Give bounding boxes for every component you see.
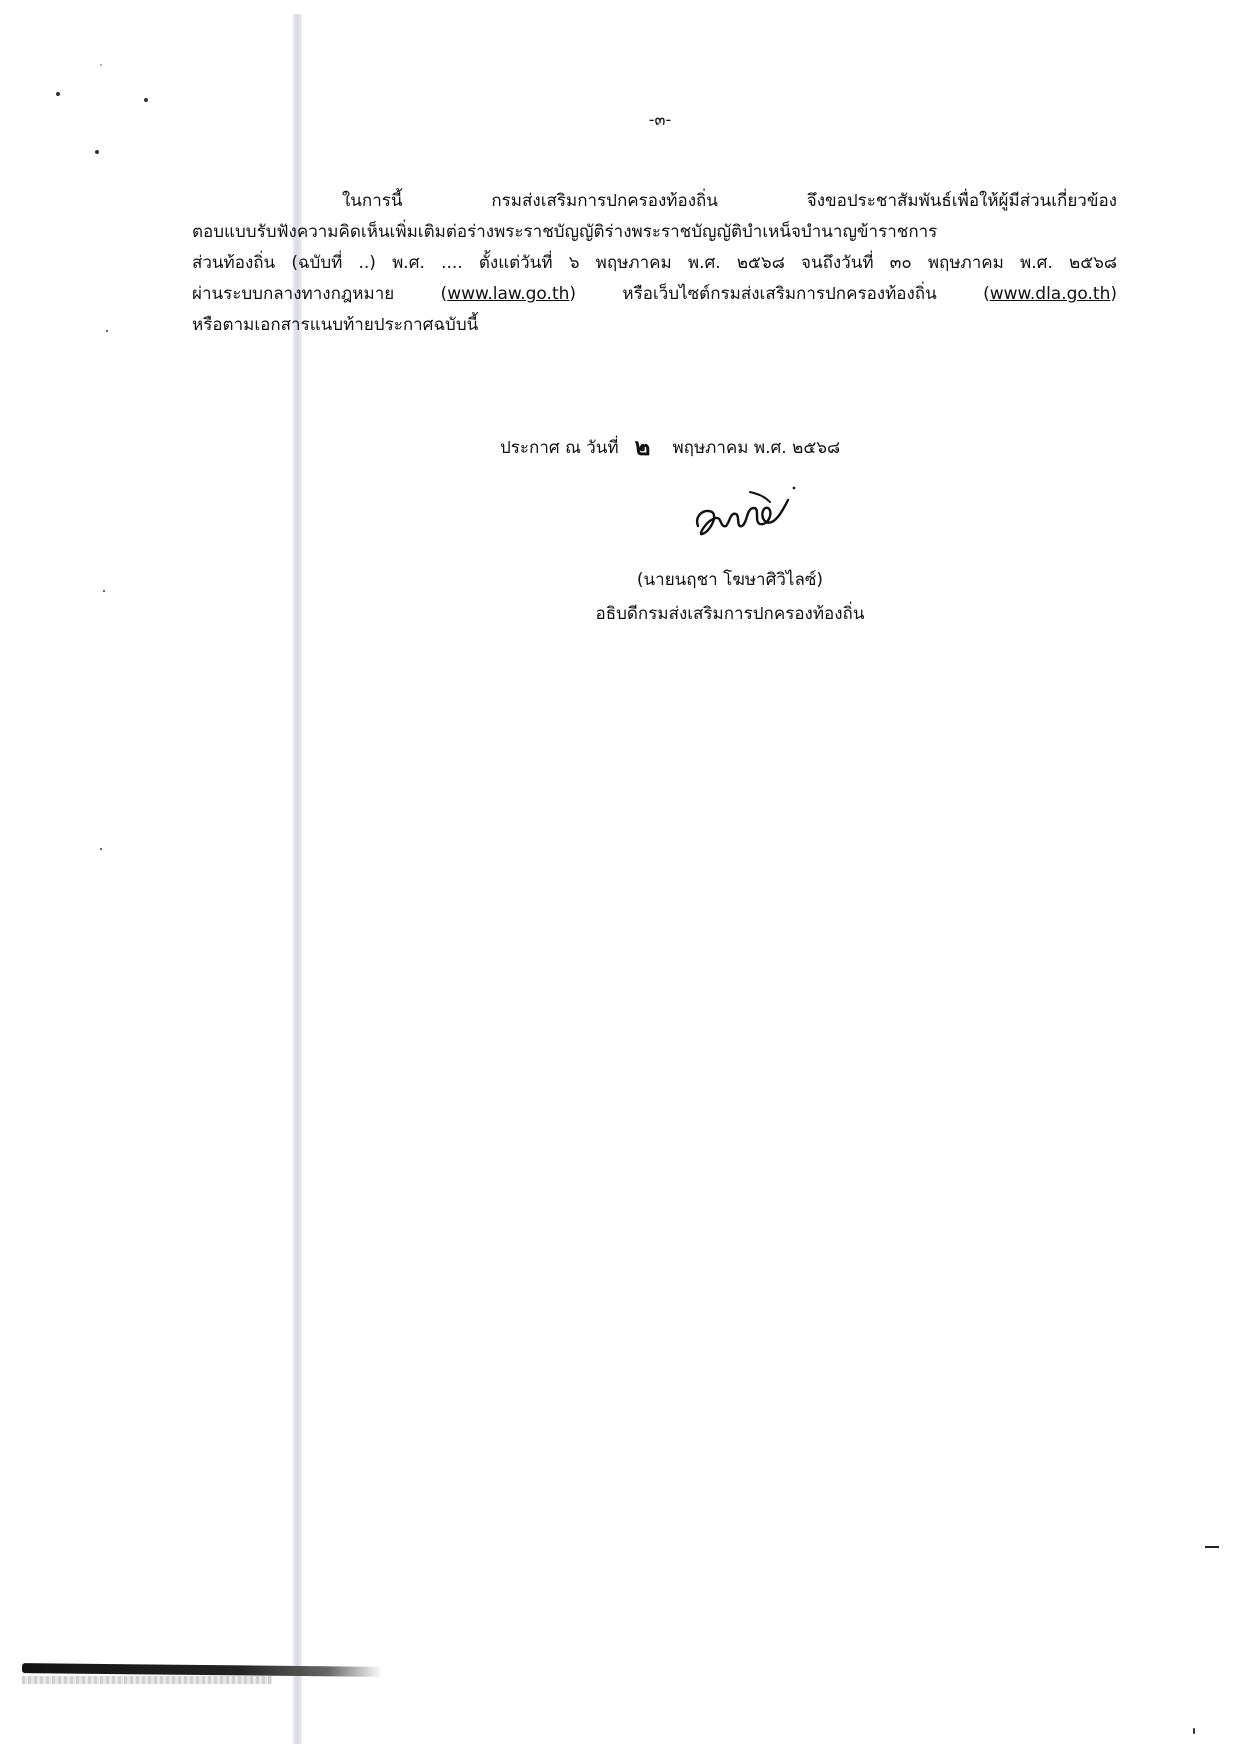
scan-speck [56, 92, 60, 96]
body-line: หรือตามเอกสารแนบท้ายประกาศฉบับนี้ [192, 315, 479, 335]
scan-smudge-shadow [22, 1676, 272, 1684]
body-line: ในการนี้ กรมส่งเสริมการปกครองท้องถิ่น จึงขอประชาสัมพันธ์เพื่อให้ผู้มีส่วนเกี่ยวข้อง [342, 191, 1117, 211]
announcement-month-year: พฤษภาคม พ.ศ. ๒๕๖๘ [672, 438, 841, 458]
page-number: -๓- [648, 110, 672, 129]
law-website-link[interactable]: www.law.go.th [447, 284, 570, 304]
signer-title: อธิบดีกรมส่งเสริมการปกครองท้องถิ่น [595, 604, 865, 624]
scan-speck [100, 848, 102, 850]
announcement-prefix: ประกาศ ณ วันที่ [500, 438, 619, 458]
body-line: ส่วนท้องถิ่น (ฉบับที่ ..) พ.ศ. .... ตั้งแต่วันที่ ๖ พฤษภาคม พ.ศ. ๒๕๖๘ จนถึงวันที่ ๓๐ พฤษภาคม พ.ศ. ๒๕๖๘ [192, 253, 1117, 273]
dla-website-link[interactable]: www.dla.go.th [989, 284, 1111, 304]
scan-speck [100, 64, 102, 66]
announcement-day: ๒ [634, 432, 651, 461]
body-line [192, 279, 1117, 310]
scan-speck [1193, 1728, 1195, 1734]
scan-speck [95, 150, 99, 154]
scan-speck [144, 98, 148, 102]
scan-speck [103, 590, 105, 592]
body-text-segment: ) หรือเว็บไซต์กรมส่งเสริมการปกครองท้องถิ่น ( [569, 284, 990, 304]
body-text-segment: ) [1110, 284, 1117, 304]
body-line: ตอบแบบรับฟังความคิดเห็นเพิ่มเติมต่อร่างพระราชบัญญัติร่างพระราชบัญญัติบำเหน็จบำนาญข้าราชการ [192, 222, 938, 242]
scan-smudge [22, 1663, 382, 1677]
signer-name: (นายนฤชา โฆษาศิวิไลซ์) [636, 570, 824, 590]
announcement-date [500, 425, 1000, 464]
body-paragraph [192, 186, 1117, 341]
scan-speck [106, 330, 108, 332]
body-text-segment: ผ่านระบบกลางทางกฎหมาย ( [192, 284, 448, 304]
scan-mark [1205, 1546, 1219, 1548]
handwritten-signature [690, 482, 800, 544]
